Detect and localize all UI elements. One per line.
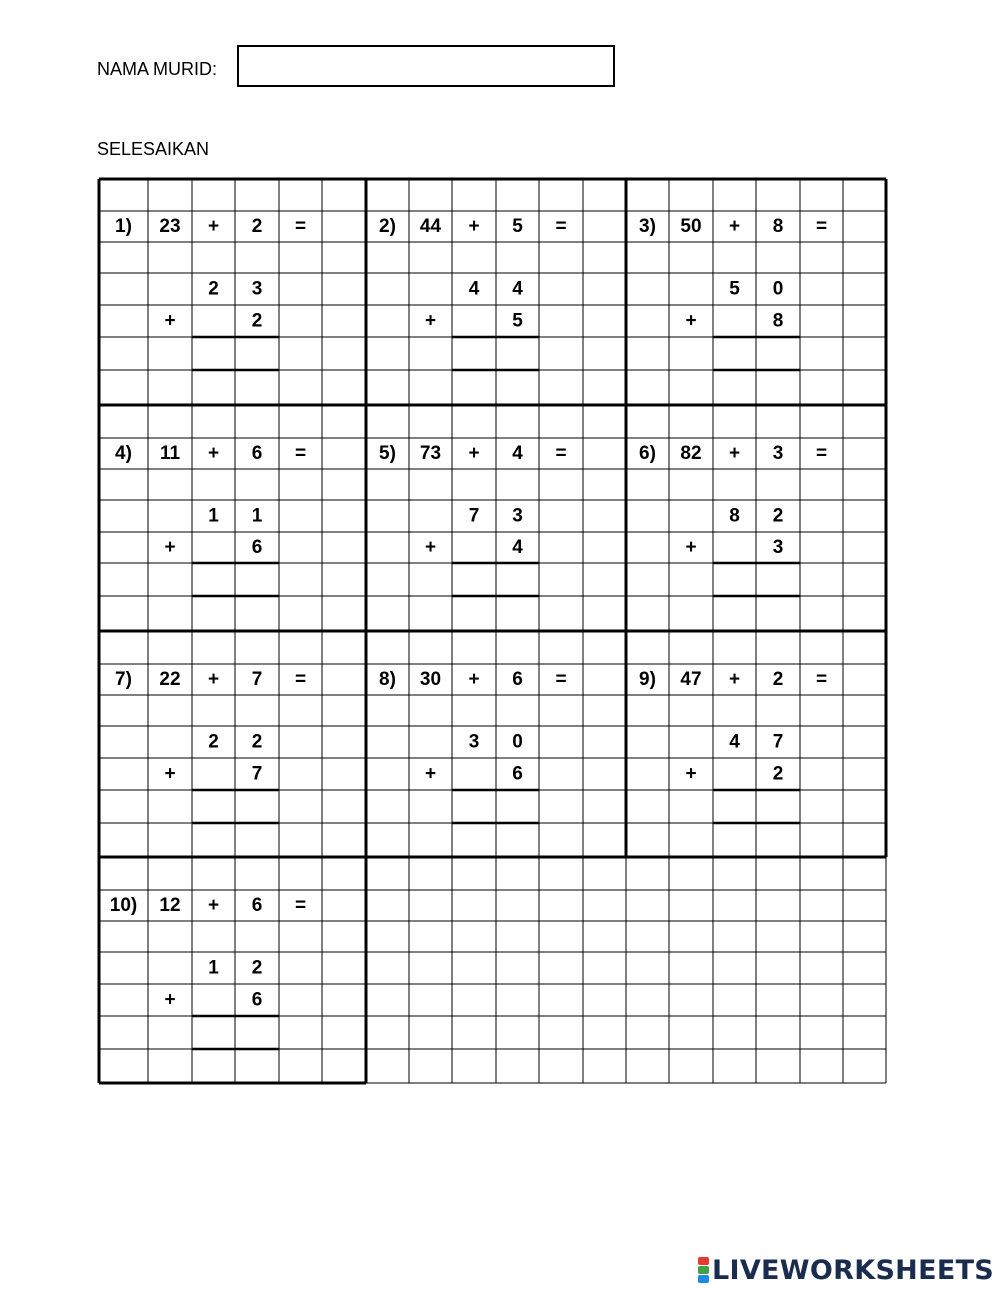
problem-label: 4) [115, 443, 132, 464]
ones-digit: 8 [772, 310, 784, 332]
logo-block-blue [698, 1275, 709, 1283]
ones-digit: 6 [251, 537, 263, 558]
logo-block-red [698, 1257, 709, 1265]
addend-1: 82 [680, 443, 702, 464]
equals-sign: = [294, 216, 307, 237]
column-plus-sign: + [424, 537, 437, 558]
tens-digit: 1 [208, 957, 219, 979]
instruction-text: SELESAIKAN [97, 139, 210, 159]
column-plus-sign: + [164, 310, 176, 332]
addend-1: 73 [419, 443, 442, 464]
ones-digit: 0 [772, 278, 784, 300]
equals-sign: = [815, 216, 828, 237]
liveworksheets-icon [698, 1257, 709, 1283]
addend-2: 2 [772, 669, 784, 690]
problem-label: 10) [109, 895, 138, 916]
tens-digit: 8 [729, 505, 740, 527]
problem-label: 1) [115, 216, 132, 237]
logo-block-green [698, 1266, 709, 1274]
ones-digit: 6 [251, 989, 263, 1011]
column-plus-sign: + [424, 763, 437, 785]
column-plus-sign: + [164, 537, 176, 558]
column-plus-sign: + [164, 763, 176, 785]
ones-digit: 4 [512, 278, 523, 300]
plus-sign: + [207, 216, 220, 237]
addend-1: 47 [680, 669, 702, 690]
ones-digit: 3 [772, 537, 784, 558]
problem-label: 5) [379, 443, 396, 464]
problem-label: 7) [115, 669, 132, 690]
plus-sign: + [728, 216, 741, 237]
plus-sign: + [468, 216, 480, 237]
plus-sign: + [468, 443, 480, 464]
ones-digit: 2 [772, 763, 784, 785]
column-plus-sign: + [164, 989, 176, 1011]
addend-2: 6 [251, 895, 263, 916]
plus-sign: + [207, 669, 220, 690]
equals-sign: = [294, 895, 307, 916]
problem-label: 3) [639, 216, 656, 237]
column-plus-sign: + [685, 310, 697, 332]
ones-digit: 4 [512, 537, 523, 558]
ones-digit: 2 [251, 310, 263, 332]
problem-label: 6) [639, 443, 656, 464]
ones-digit: 7 [772, 731, 784, 753]
plus-sign: + [468, 669, 480, 690]
ones-digit: 3 [251, 278, 263, 300]
plus-sign: + [728, 443, 741, 464]
ones-digit: 2 [772, 505, 784, 527]
problem-label: 2) [379, 216, 396, 237]
column-plus-sign: + [685, 763, 697, 785]
brand-text: LIVEWORKSHEETS [712, 1254, 995, 1286]
plus-sign: + [207, 895, 220, 916]
equals-sign: = [555, 216, 567, 237]
ones-digit: 1 [251, 505, 263, 527]
ones-digit: 6 [512, 763, 523, 785]
tens-digit: 5 [729, 278, 740, 300]
equals-sign: = [815, 669, 828, 690]
tens-digit: 2 [208, 278, 219, 300]
equals-sign: = [815, 443, 828, 464]
tens-digit: 1 [208, 505, 219, 527]
addend-1: 11 [159, 443, 181, 464]
equals-sign: = [294, 669, 307, 690]
addend-1: 12 [159, 895, 181, 916]
ones-digit: 2 [251, 731, 263, 753]
ones-digit: 0 [512, 731, 523, 753]
equals-sign: = [555, 443, 567, 464]
addend-2: 2 [251, 216, 263, 237]
ones-digit: 5 [512, 310, 523, 332]
ones-digit: 7 [251, 763, 263, 785]
student-name-label: NAMA MURID: [97, 59, 218, 79]
addend-1: 23 [159, 216, 181, 237]
addend-1: 30 [419, 669, 442, 690]
addend-2: 4 [512, 443, 523, 464]
column-plus-sign: + [685, 537, 697, 558]
addend-2: 7 [251, 669, 263, 690]
tens-digit: 7 [468, 505, 480, 527]
tens-digit: 3 [468, 731, 480, 753]
problem-label: 8) [379, 669, 396, 690]
addend-1: 22 [159, 669, 181, 690]
column-plus-sign: + [424, 310, 437, 332]
addend-2: 6 [512, 669, 523, 690]
problem-label: 9) [639, 669, 656, 690]
addend-2: 6 [251, 443, 263, 464]
addend-1: 50 [680, 216, 702, 237]
plus-sign: + [728, 669, 741, 690]
liveworksheets-logo [698, 1255, 994, 1285]
equals-sign: = [555, 669, 567, 690]
ones-digit: 3 [512, 505, 523, 527]
plus-sign: + [207, 443, 220, 464]
equals-sign: = [294, 443, 307, 464]
addend-2: 8 [772, 216, 784, 237]
addend-1: 44 [419, 216, 442, 237]
tens-digit: 4 [729, 731, 740, 753]
addend-2: 5 [512, 216, 523, 237]
ones-digit: 2 [251, 957, 263, 979]
addend-2: 3 [772, 443, 784, 464]
tens-digit: 2 [208, 731, 219, 753]
tens-digit: 4 [468, 278, 480, 300]
